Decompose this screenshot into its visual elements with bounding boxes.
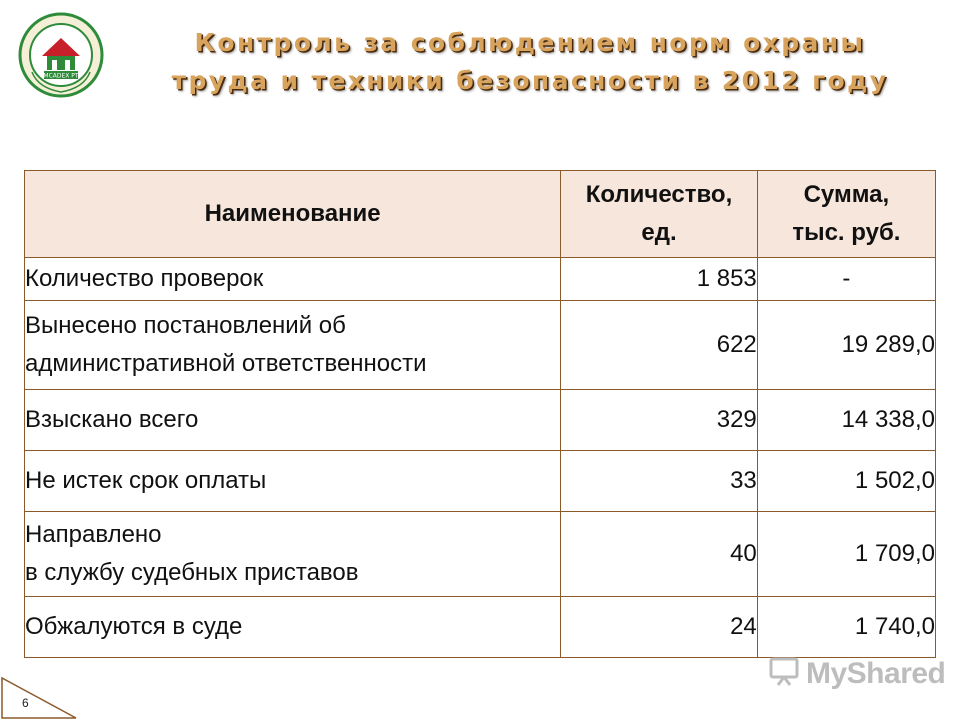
row-quantity-cell: 24 [561, 597, 758, 658]
logo [18, 12, 104, 98]
column-header-sum-line1: Сумма, [803, 181, 890, 208]
logo-text: MCADEX PT [43, 72, 79, 80]
column-header-sum-line2: тыс. руб. [792, 219, 901, 246]
page-number-corner [0, 674, 80, 720]
column-header-quantity [561, 171, 758, 258]
watermark [768, 656, 945, 694]
table-row [25, 258, 936, 301]
row-quantity-cell: 329 [561, 390, 758, 451]
row-sum-cell: - [757, 258, 935, 301]
row-sum-cell: 19 289,0 [757, 301, 935, 390]
row-quantity-cell: 1 853 [561, 258, 758, 301]
row-sum-cell: 1 502,0 [757, 451, 935, 512]
row-sum-cell: 14 338,0 [757, 390, 935, 451]
column-header-sum [757, 171, 935, 258]
table-row [25, 301, 936, 390]
table-header-row [25, 171, 936, 258]
logo-emblem [18, 12, 104, 98]
inspection-table [24, 170, 936, 658]
row-name-cell: Не истек срок оплаты [25, 451, 561, 512]
column-header-quantity-line2: ед. [641, 219, 677, 246]
row-name-cell: Вынесено постановлений об административной ответственности [25, 301, 561, 390]
page-title-line2: труда и техники безопасности в 2012 году [171, 66, 889, 95]
table-row [25, 512, 936, 597]
table-row [25, 451, 936, 512]
page-corner-icon [0, 674, 80, 720]
row-sum-cell: 1 740,0 [757, 597, 935, 658]
row-name-cell: Обжалуются в суде [25, 597, 561, 658]
watermark-text: MyShared [806, 656, 946, 690]
row-name-cell: Направлено в службу судебных приставов [25, 512, 561, 597]
row-name-cell: Количество проверок [25, 258, 561, 301]
row-quantity-cell: 33 [561, 451, 758, 512]
column-header-name: Наименование [25, 171, 561, 258]
page-title-line1: Контроль за соблюдением норм охраны [194, 28, 866, 57]
table-row [25, 390, 936, 451]
row-sum-cell: 1 709,0 [757, 512, 935, 597]
row-quantity-cell: 40 [561, 512, 758, 597]
table-row [25, 597, 936, 658]
row-quantity-cell: 622 [561, 301, 758, 390]
presentation-icon [768, 656, 802, 694]
row-name-cell: Взыскано всего [25, 390, 561, 451]
page-title [130, 24, 930, 100]
column-header-quantity-line1: Количество, [585, 181, 733, 208]
page-number: 6 [22, 696, 29, 710]
